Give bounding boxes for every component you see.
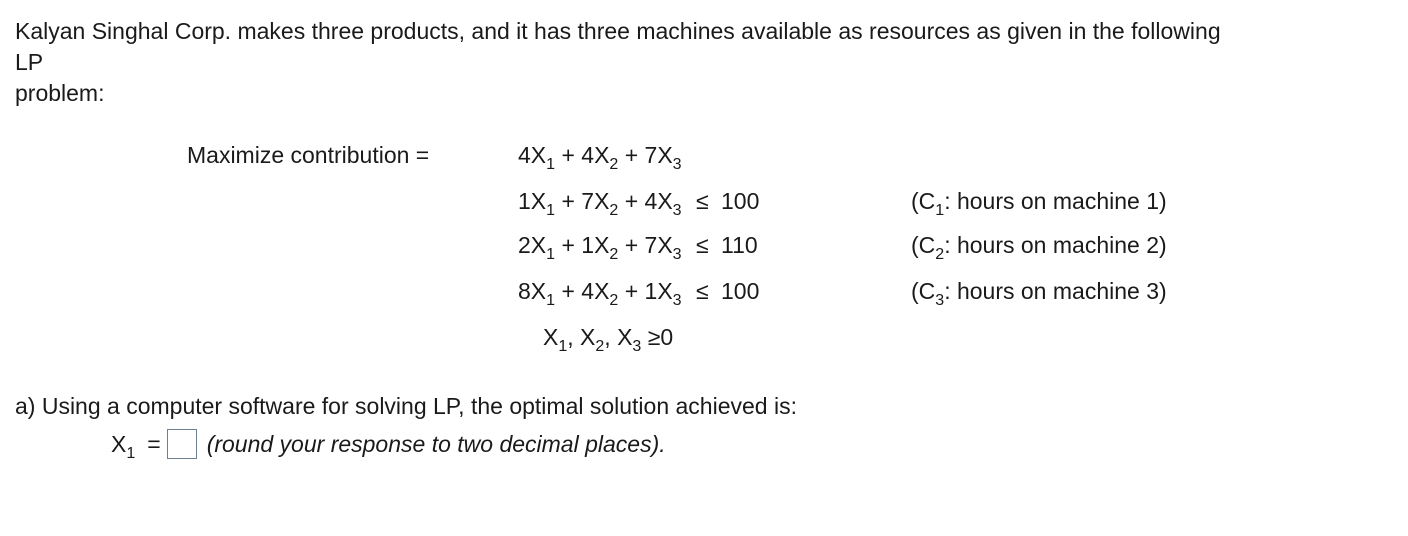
constraint-term: $1X_1$ — [518, 188, 556, 219]
constraint-term: $2X_1$ — [518, 232, 556, 263]
less-equal-sign: ≤ — [695, 232, 709, 258]
constraint-term: $8X_1$ — [518, 278, 556, 309]
plus-operator: + — [561, 188, 575, 214]
objective-term: $4X_1$ — [518, 142, 556, 173]
constraint-term: $1X_3$ — [644, 278, 682, 309]
part-a-prompt: a) Using a computer software for solving LP, the optimal solution achieved is: — [15, 393, 797, 419]
answer-row — [111, 429, 666, 462]
plus-operator: + — [561, 278, 575, 304]
plus-operator: + — [561, 232, 575, 258]
plus-operator: + — [624, 232, 639, 258]
objective-term: $7X_3$ — [644, 142, 682, 173]
constraint-rhs: 100 — [720, 188, 760, 214]
problem-intro — [15, 16, 1395, 109]
constraint-2 — [518, 230, 758, 263]
plus-operator: + — [561, 142, 575, 168]
constraint-rhs: 110 — [720, 232, 758, 258]
intro-line-1: Kalyan Singhal Corp. makes three products, and it has three machines available as resources as given in the following — [15, 18, 1221, 44]
constraint-3-note: ($C_3$: hours on machine 3) — [911, 278, 1167, 309]
constraint-term: $7X_2$ — [581, 188, 619, 219]
constraint-3 — [518, 276, 760, 309]
nonnegativity-constraint: $X_1$, $X_2$, $X_3 \ge 0$ — [543, 324, 674, 355]
rounding-hint: (round your response to two decimal places). — [206, 430, 666, 457]
plus-operator: + — [624, 278, 639, 304]
constraint-term: $7X_3$ — [644, 232, 682, 263]
intro-line-2: LP — [15, 49, 44, 75]
intro-line-3: problem: — [15, 80, 105, 106]
answer-variable: $X_1$ — [111, 430, 136, 462]
nonnegativity-rhs: 0 — [660, 324, 674, 350]
objective-term: $4X_2$ — [581, 142, 619, 173]
equals-sign: = — [147, 430, 161, 457]
constraint-rhs: 100 — [720, 278, 760, 304]
constraint-term: $4X_2$ — [581, 278, 619, 309]
greater-equal-sign: ≥ — [647, 324, 661, 350]
x1-answer-input[interactable] — [167, 429, 197, 459]
constraint-1-note: ($C_1$: hours on machine 1) — [911, 188, 1167, 219]
constraint-term: $1X_2$ — [581, 232, 619, 263]
plus-operator: + — [624, 188, 639, 214]
less-equal-sign: ≤ — [695, 188, 709, 214]
objective-function — [518, 140, 682, 173]
constraint-1 — [518, 186, 760, 219]
plus-operator: + — [624, 142, 639, 168]
constraint-term: $4X_3$ — [644, 188, 682, 219]
less-equal-sign: ≤ — [695, 278, 709, 304]
objective-label: Maximize contribution = — [187, 142, 430, 168]
constraint-2-note: ($C_2$: hours on machine 2) — [911, 232, 1167, 263]
